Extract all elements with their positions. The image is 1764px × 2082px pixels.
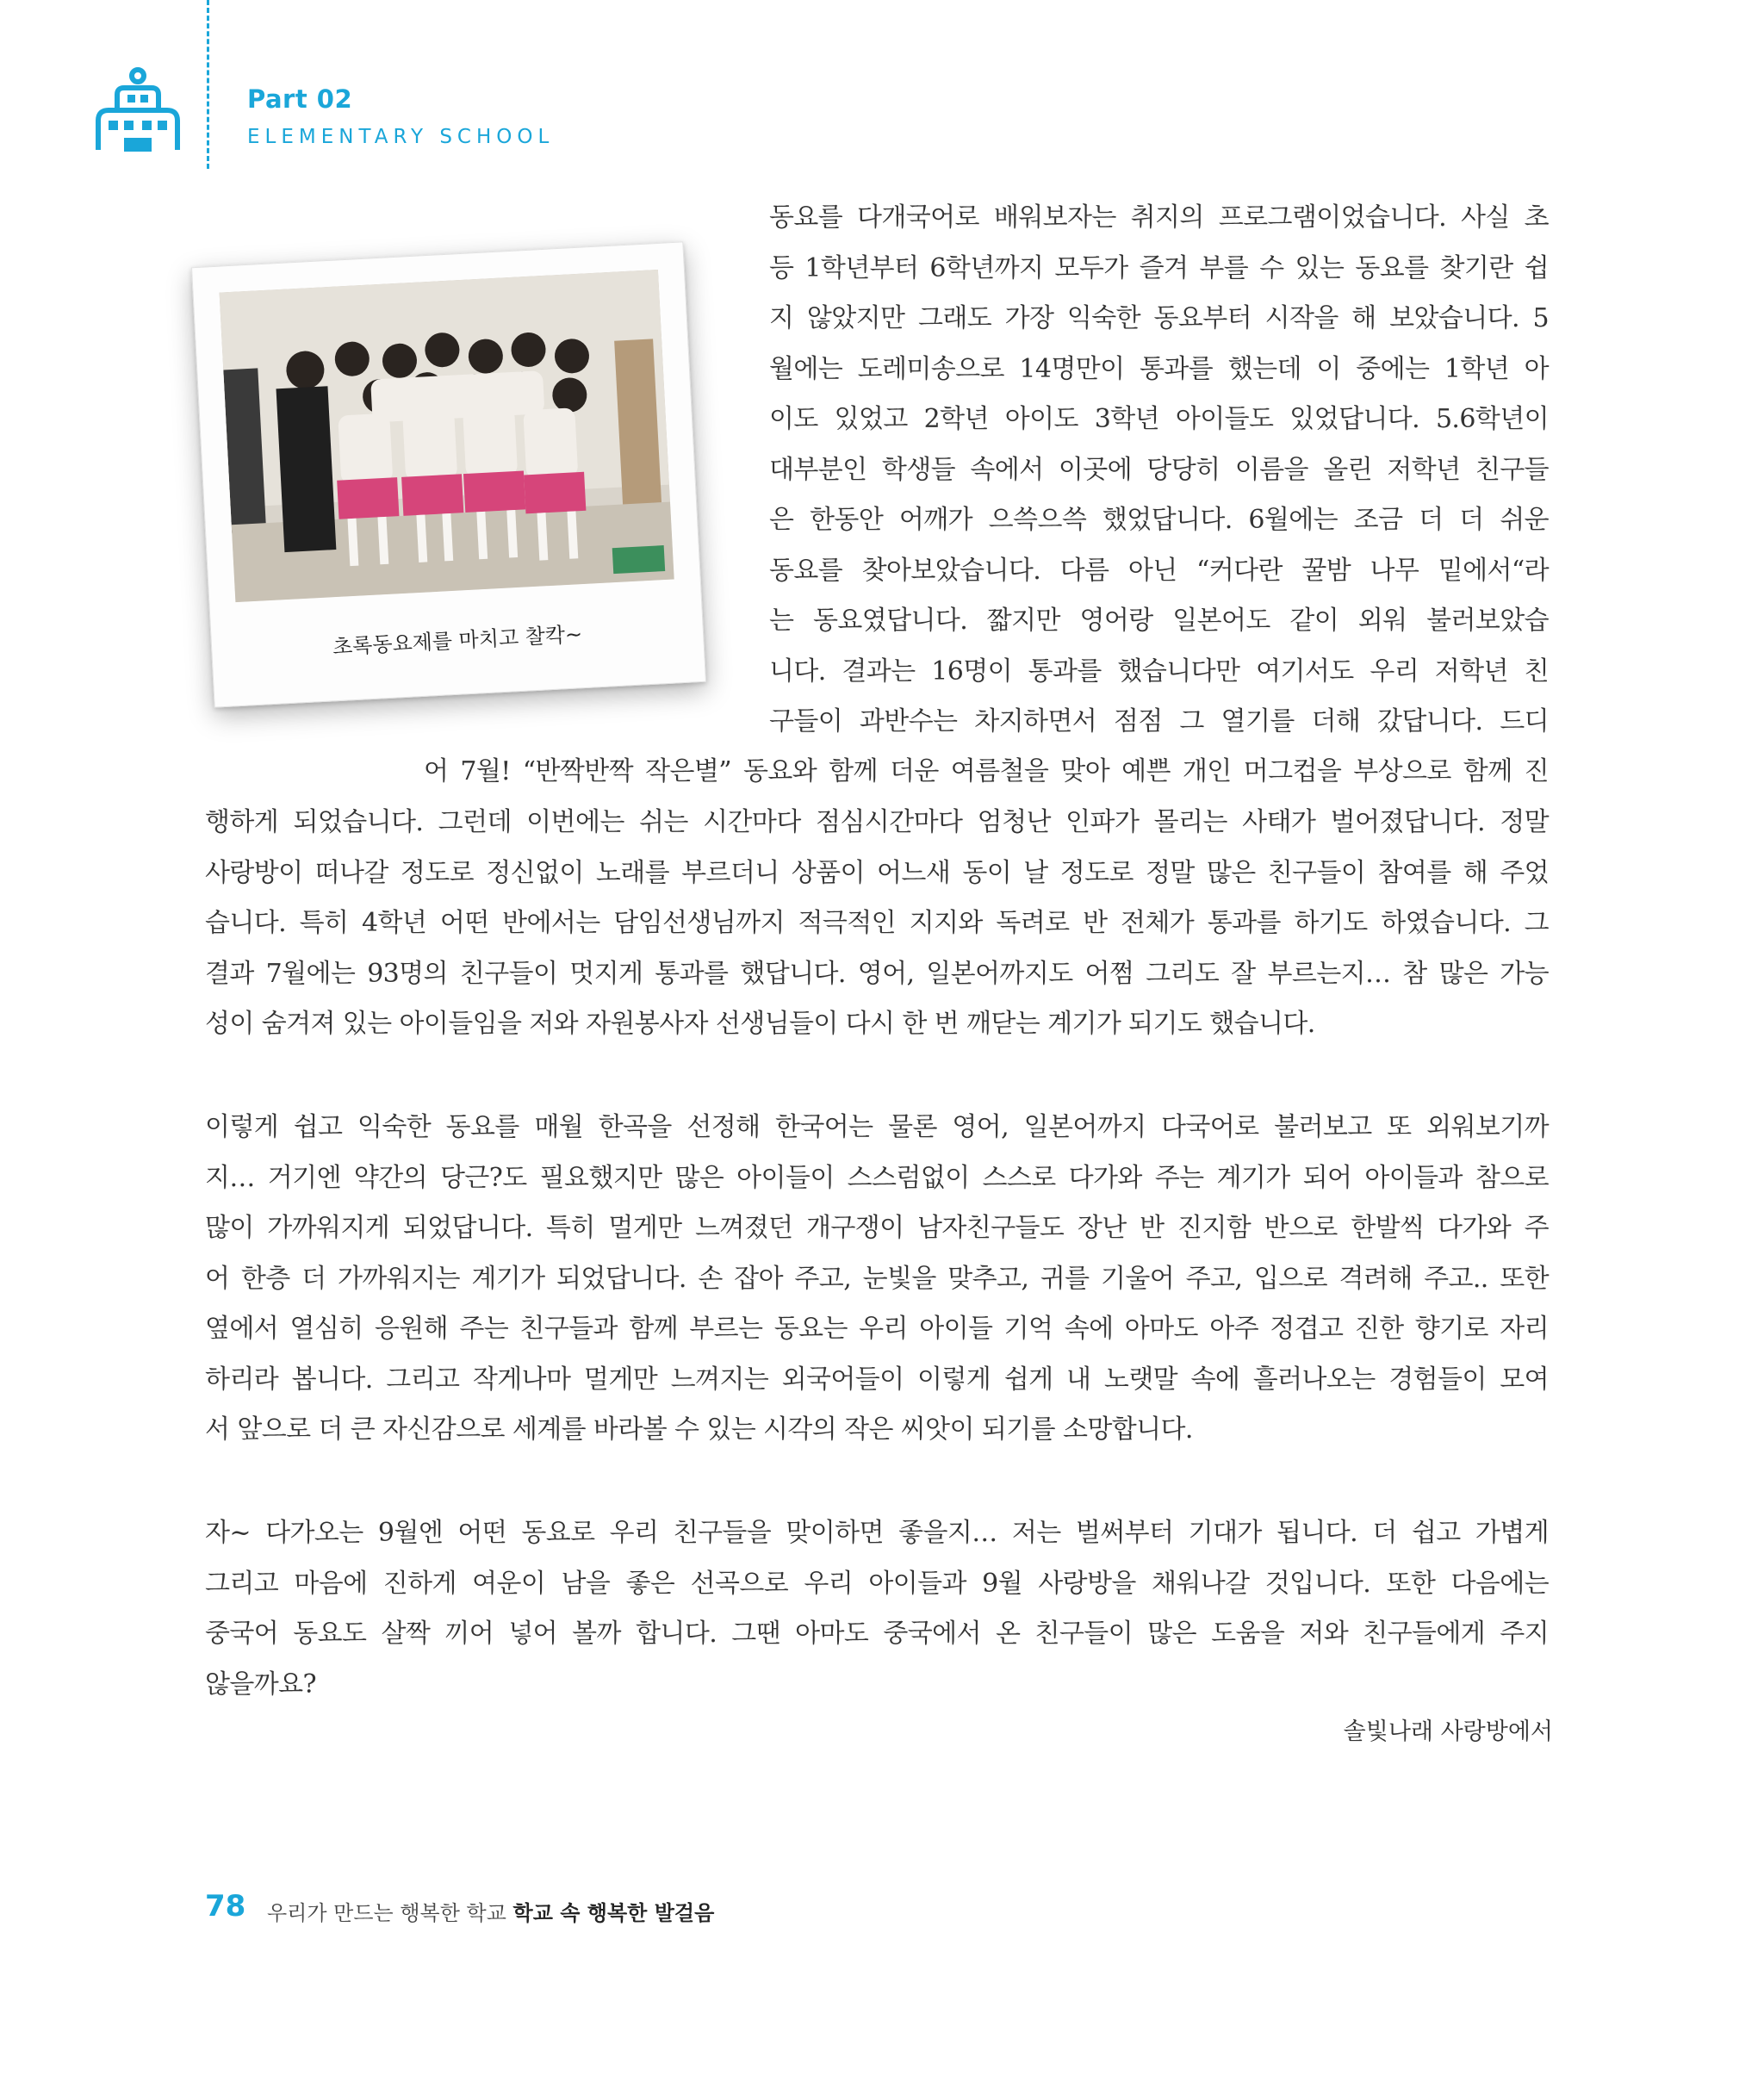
- text-line: 동요를 찾아보았습니다. 다름 아닌 “커다란 꿀밤 나무 밑에서“라: [769, 555, 1549, 586]
- text-line: 지… 거기엔 약간의 당근?도 필요했지만 많은 아이들이 스스럼없이 스스로 다가와 주는 계기가 되어 아이들과 참으로: [205, 1162, 1549, 1193]
- photo-caption: 초록동요제를 마치고 찰칵~: [332, 622, 583, 660]
- text-line: 행하게 되었습니다. 그런데 이번에는 쉬는 시간마다 점심시간마다 엄청난 인파가 몰리는 사태가 벌어졌답니다. 정말: [205, 807, 1549, 837]
- paragraph-3: [205, 1508, 1549, 1710]
- header-divider: [207, 0, 209, 169]
- text-line: 옆에서 열심히 응원해 주는 친구들과 함께 부르는 동요는 우리 아이들 기억 속에 아마도 아주 정겹고 진한 향기로 자리: [205, 1314, 1549, 1344]
- text-line: 않을까요?: [205, 1669, 317, 1700]
- paragraph-2: [205, 1103, 1549, 1456]
- signature: 솔빛나래 사랑방에서: [1343, 1718, 1553, 1745]
- text-line: 사랑방이 떠나갈 정도로 정신없이 노래를 부르더니 상품이 어느새 동이 날 정도로 정말 많은 친구들이 참여를 해 주었: [205, 857, 1549, 888]
- text-line: 결과 7월에는 93명의 친구들이 멋지게 통과를 했답니다. 영어, 일본어까지도 어쩜 그리도 잘 부르는지… 참 많은 가능: [205, 958, 1549, 989]
- text-line: 구들이 과반수는 차지하면서 점점 그 열기를 더해 갔답니다. 드디: [769, 706, 1549, 736]
- footer-title-regular: 우리가 만드는 행복한 학교: [267, 1901, 513, 1925]
- polaroid-frame: [191, 241, 706, 707]
- text-line: 어 한층 더 가까워지는 계기가 되었답니다. 손 잡아 주고, 눈빛을 맞추고, 귀를 기울어 주고, 입으로 격려해 주고.. 또한: [205, 1263, 1549, 1294]
- text-line: 자~ 다가오는 9월엔 어떤 동요로 우리 친구들을 맞이하면 좋을지… 저는 벌써부터 기대가 됩니다. 더 쉽고 가볍게: [205, 1518, 1549, 1548]
- text-line: 대부분인 학생들 속에서 이곳에 당당히 이름을 올린 저학년 친구들: [769, 454, 1549, 485]
- text-line: 습니다. 특히 4학년 어떤 반에서는 담임선생님까지 적극적인 지지와 독려로 반 전체가 통과를 하기도 하였습니다. 그: [205, 908, 1549, 938]
- photo-figure: [121, 224, 741, 741]
- text-line: 많이 가까워지게 되었답니다. 특히 멀게만 느껴졌던 개구쟁이 남자친구들도 장난 반 진지함 반으로 한발씩 다가와 주: [205, 1213, 1549, 1243]
- footer-title-bold: 학교 속 행복한 발걸음: [512, 1901, 715, 1925]
- text-line: 는 동요였답니다. 짧지만 영어랑 일본어도 같이 외워 불러보았습: [769, 606, 1549, 636]
- section-label: ELEMENTARY SCHOOL: [247, 126, 555, 148]
- text-line: 어 7월! “반짝반짝 작은별” 동요와 함께 더운 여름철을 맞아 예쁜 개인 머그컵을 부상으로 함께 진: [424, 756, 1549, 786]
- text-line: 서 앞으로 더 큰 자신감으로 세계를 바라볼 수 있는 시각의 작은 씨앗이 되기를 소망합니다.: [205, 1414, 1193, 1445]
- text-line: 성이 숨겨져 있는 아이들임을 저와 자원봉사자 선생님들이 다시 한 번 깨닫는 계기가 되기도 했습니다.: [205, 1009, 1315, 1039]
- text-line: 이도 있었고 2학년 아이도 3학년 아이들도 있었답니다. 5.6학년이: [769, 404, 1549, 434]
- page-number: 78: [205, 1889, 246, 1924]
- text-line: 월에는 도레미송으로 14명만이 통과를 했는데 이 중에는 1학년 아: [769, 353, 1549, 384]
- text-line: 하리라 봅니다. 그리고 작게나마 멀게만 느껴지는 외국어들이 이렇게 쉽게 내 노랫말 속에 흘러나오는 경험들이 모여: [205, 1364, 1549, 1395]
- text-line: 지 않았지만 그래도 가장 익숙한 동요부터 시작을 해 보았습니다. 5: [769, 303, 1549, 333]
- group-photo: [220, 270, 674, 602]
- text-line: 중국어 동요도 살짝 끼어 넣어 볼까 합니다. 그땐 아마도 중국에서 온 친구들이 많은 도움을 저와 친구들에게 주지: [205, 1619, 1549, 1649]
- text-line: 등 1학년부터 6학년까지 모두가 즐겨 부를 수 있는 동요를 찾기란 쉽: [769, 252, 1549, 283]
- school-building-icon: [93, 67, 183, 157]
- text-line: 이렇게 쉽고 익숙한 동요를 매월 한곡을 선정해 한국어는 물론 영어, 일본어까지 다국어로 불러보고 또 외워보기까: [205, 1112, 1549, 1142]
- footer-title: [267, 1896, 714, 1926]
- paragraph-1-mid: [424, 747, 1549, 798]
- text-line: 니다. 결과는 16명이 통과를 했습니다만 여기서도 우리 저학년 친: [769, 656, 1549, 687]
- paragraph-1-narrow: [769, 193, 1549, 748]
- text-line: 그리고 마음에 진하게 여운이 남을 좋은 선곡으로 우리 아이들과 9월 사랑방을 채워나갈 것입니다. 또한 다음에는: [205, 1568, 1549, 1599]
- paragraph-1-full: [205, 798, 1549, 1050]
- text-line: 동요를 다개국어로 배워보자는 취지의 프로그램이었습니다. 사실 초: [769, 202, 1549, 233]
- part-label: Part 02: [247, 84, 353, 114]
- text-line: 은 한동안 어깨가 으쓱으쓱 했었답니다. 6월에는 조금 더 더 쉬운: [769, 505, 1549, 535]
